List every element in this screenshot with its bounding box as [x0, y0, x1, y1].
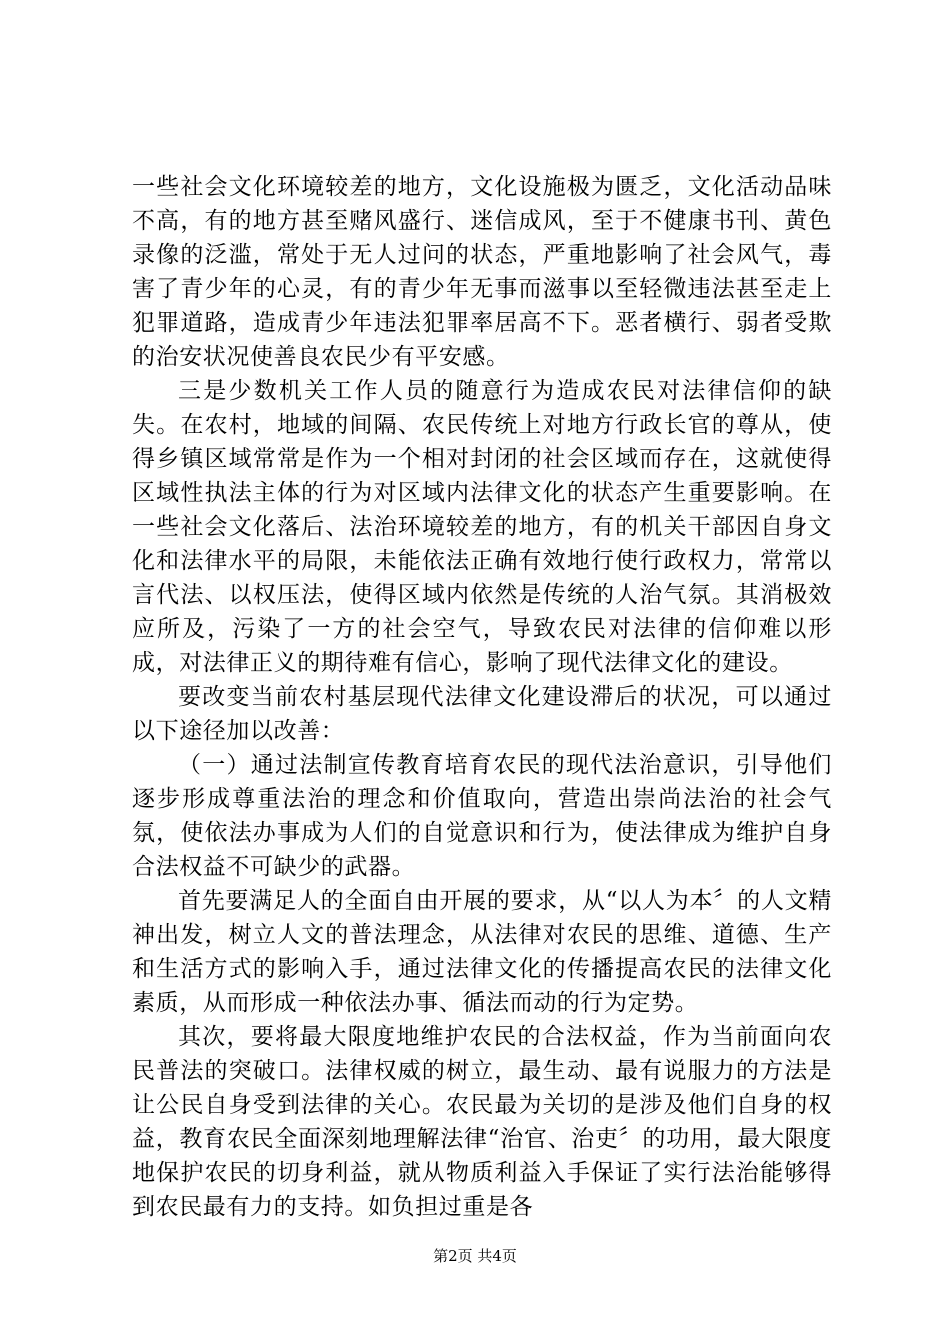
paragraph-improvement-intro: 要改变当前农村基层现代法律文化建设滞后的状况，可以通过以下途径加以改善： — [132, 684, 832, 744]
paragraph-section-one: （一）通过法制宣传教育培育农民的现代法治意识，引导他们逐步形成尊重法治的理念和价值取向，营造出崇尚法治的社会气氛，使依法办事成为人们的自觉意识和行为，使法律成为维护自身合法权益不可缺少的武器。 — [132, 752, 832, 880]
page-number-footer: 第2页 共4页 — [433, 1247, 517, 1265]
paragraph-continuation: 一些社会文化环境较差的地方，文化设施极为匮乏，文化活动品味不高，有的地方甚至赌风盛行、迷信成风，至于不健康书刊、黄色录像的泛滥，常处于无人过问的状态，严重地影响了社会风气，毒害了青少年的心灵，有的青少年无事而滋事以至轻微违法甚至走上犯罪道路，造成青少年违法犯罪率居高不下。恶者横行、弱者受欺的治安状况使善良农民少有平安感。 — [132, 174, 832, 370]
paragraph-third-point: 三是少数机关工作人员的随意行为造成农民对法律信仰的缺失。在农村，地域的间隔、农民传统上对地方行政长官的尊从，使得乡镇区域常常是作为一个相对封闭的社会区域而存在，这就使得区域性执法主体的行为对区域内法律文化的状态产生重要影响。在一些社会文化落后、法治环境较差的地方，有的机关干部因自身文化和法律水平的局限，未能依法正确有效地行使行政权力，常常以言代法、以权压法，使得区域内依然是传统的人治气氛。其消极效应所及，污染了一方的社会空气，导致农民对法律的信仰难以形成，对法律正义的期待难有信心，影响了现代法律文化的建设。 — [132, 378, 832, 676]
paragraph-second-step: 其次，要将最大限度地维护农民的合法权益，作为当前面向农民普法的突破口。法律权威的树立，最生动、最有说服力的方法是让公民自身受到法律的关心。农民最为关切的是涉及他们自身的权益，教育农民全面深刻地理解法律“治官、治吏〞的功用，最大限度地保护农民的切身利益，就从物质利益入手保证了实行法治能够得到农民最有力的支持。如负担过重是各 — [132, 1024, 832, 1220]
body-text — [132, 170, 832, 1224]
paragraph-first-step: 首先要满足人的全面自由开展的要求，从“以人为本〞的人文精神出发，树立人文的普法理念，从法律对农民的思维、道德、生产和生活方式的影响入手，通过法律文化的传播提高农民的法律文化素质，从而形成一种依法办事、循法而动的行为定势。 — [132, 888, 832, 1016]
